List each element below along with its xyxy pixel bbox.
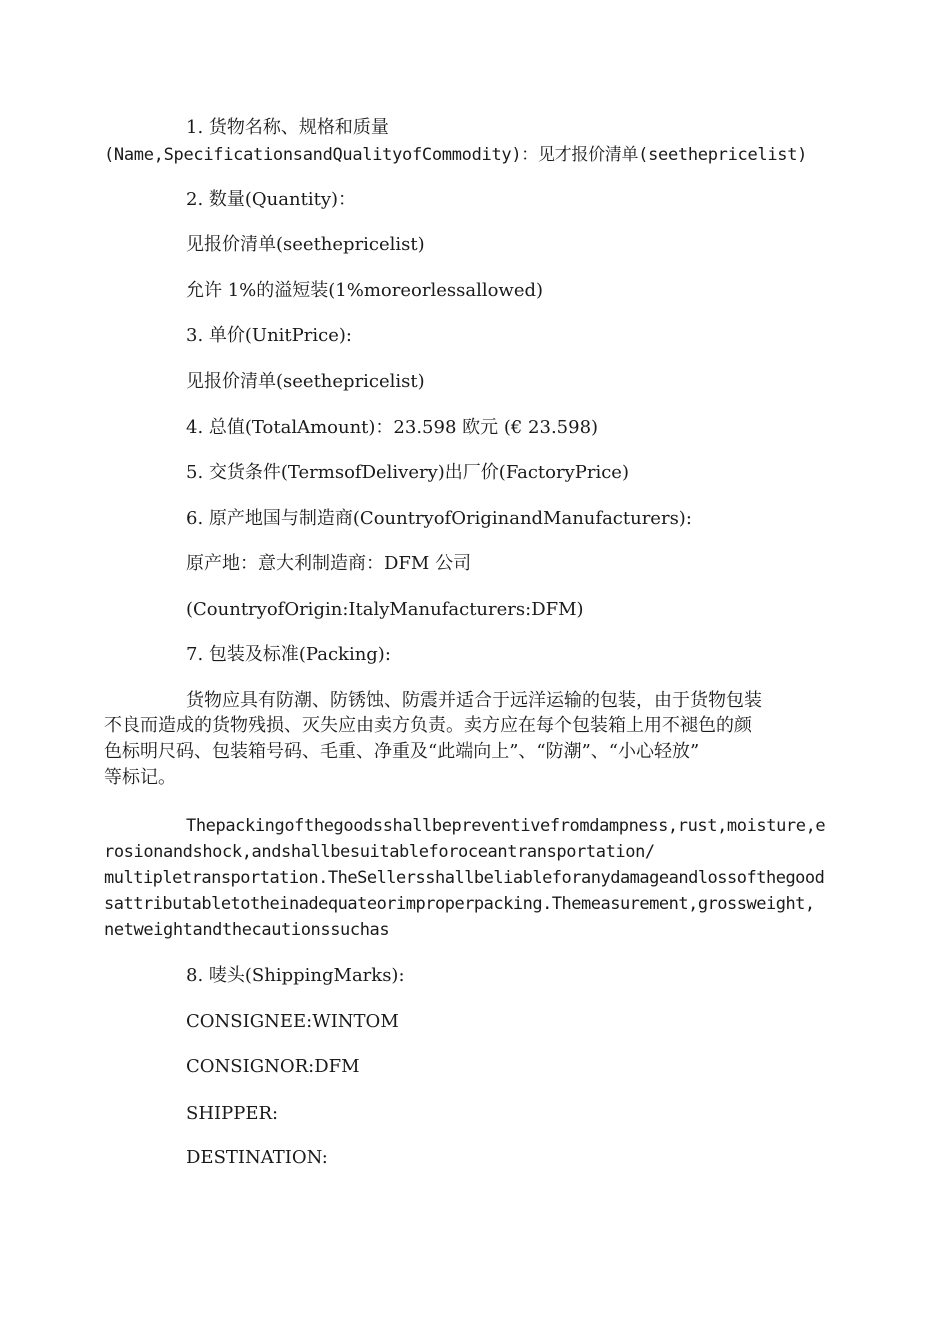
item8-heading: 8. 唛头(ShippingMarks):: [186, 965, 405, 986]
consignor-field: CONSIGNOR:DFM: [186, 1056, 360, 1077]
item6-heading: 6. 原产地国与制造商(CountryofOriginandManufacturers):: [186, 508, 692, 529]
destination-field: DESTINATION:: [186, 1147, 328, 1168]
item7-cn-line: 货物应具有防潮、防锈蚀、防震并适合于远洋运输的包装，由于货物包装: [186, 690, 762, 711]
item6-origin-cn: 原产地：意大利制造商：DFM 公司: [186, 553, 472, 574]
item3-pricelist: 见报价清单(seethepricelist): [186, 371, 425, 392]
item7-cn-line: 等标记。: [104, 767, 176, 788]
item2-tolerance: 允许 1%的溢短装(1%moreorlessallowed): [186, 280, 544, 301]
item2-heading: 2. 数量(Quantity)：: [186, 189, 357, 210]
item5-terms-of-delivery: 5. 交货条件(TermsofDelivery)出厂价(FactoryPrice): [186, 462, 629, 483]
item7-en-line: rosionandshock,andshallbesuitableforoceantransportation/: [104, 842, 655, 862]
item7-en-line: multipletransportation.TheSellersshallbeliableforanydamageandlossofthegood: [104, 868, 825, 888]
item1-heading: 1. 货物名称、规格和质量: [186, 117, 389, 138]
item7-cn-line: 不良而造成的货物残损、灭失应由卖方负责。卖方应在每个包装箱上用不褪色的颜: [104, 715, 752, 736]
item7-heading: 7. 包装及标准(Packing):: [186, 644, 391, 665]
item7-en-line: sattributabletotheinadequateorimproperpacking.Themeasurement,grossweight,: [104, 894, 815, 914]
item2-pricelist: 见报价清单(seethepricelist): [186, 234, 425, 255]
item6-origin-en: (CountryofOrigin:ItalyManufacturers:DFM): [186, 599, 584, 620]
item4-total-amount: 4. 总值(TotalAmount)：23.598 欧元 (€ 23.598): [186, 417, 599, 438]
item7-cn-line: 色标明尺码、包装箱号码、毛重、净重及“此端向上”、“防潮”、“小心轻放”: [104, 741, 700, 762]
item7-en-line: Thepackingofthegoodsshallbepreventivefromdampness,rust,moisture,e: [186, 816, 826, 836]
item1-body: (Name,SpecificationsandQualityofCommodity)：见才报价清单(seethepricelist): [104, 145, 808, 165]
consignee-field: CONSIGNEE:WINTOM: [186, 1011, 399, 1032]
item3-heading: 3. 单价(UnitPrice):: [186, 325, 352, 346]
item7-en-line: netweightandthecautionssuchas: [104, 920, 390, 940]
shipper-field: SHIPPER:: [186, 1103, 279, 1124]
